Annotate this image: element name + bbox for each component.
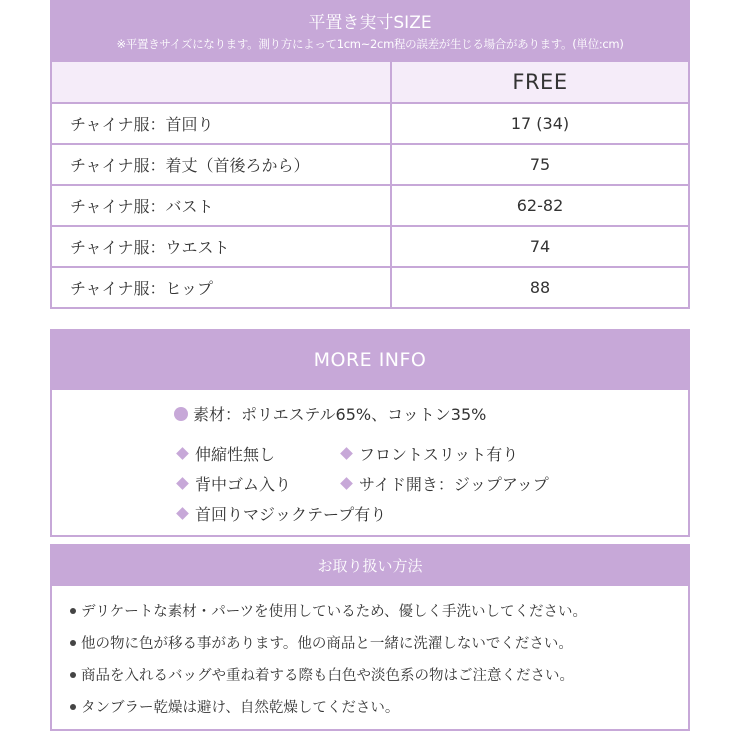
feature-item bbox=[174, 472, 291, 495]
row-value: 17 (34) bbox=[391, 103, 689, 144]
list-item bbox=[70, 632, 573, 653]
care-text: 他の物に色が移る事があります。他の商品と一緒に洗濯しないでください。 bbox=[81, 636, 573, 652]
more-info-title: MORE INFO bbox=[52, 331, 688, 390]
more-info-section bbox=[50, 329, 690, 537]
feature-item bbox=[174, 502, 386, 525]
row-label: チャイナ服：ヒップ bbox=[51, 267, 391, 308]
size-table-corner-cell bbox=[51, 61, 391, 103]
list-item bbox=[70, 696, 399, 717]
row-value: 88 bbox=[391, 267, 689, 308]
size-header bbox=[50, 0, 690, 60]
care-text: デリケートな素材・パーツを使用しているため、優しく手洗いしてください。 bbox=[81, 604, 588, 620]
bullet-dot-icon bbox=[70, 640, 76, 646]
bullet-dot-icon bbox=[70, 704, 76, 710]
list-item bbox=[70, 600, 587, 621]
feature-item bbox=[338, 442, 518, 465]
feature-text: 首回りマジックテープ有り bbox=[195, 505, 387, 524]
care-section bbox=[50, 544, 690, 731]
diamond-bullet-icon bbox=[340, 477, 353, 490]
row-value: 62-82 bbox=[391, 185, 689, 226]
care-title: お取り扱い方法 bbox=[52, 546, 688, 586]
circle-bullet-icon bbox=[174, 407, 188, 421]
diamond-bullet-icon bbox=[176, 447, 189, 460]
feature-text: 伸縮性無し bbox=[195, 445, 276, 464]
diamond-bullet-icon bbox=[176, 477, 189, 490]
row-value: 74 bbox=[391, 226, 689, 267]
table-row bbox=[51, 267, 689, 308]
material-text: 素材：ポリエステル65%、コットン35% bbox=[193, 405, 487, 424]
size-section bbox=[50, 0, 690, 309]
diamond-bullet-icon bbox=[176, 507, 189, 520]
list-item bbox=[70, 664, 574, 685]
bullet-dot-icon bbox=[70, 672, 76, 678]
feature-text: フロントスリット有り bbox=[359, 445, 519, 464]
table-row bbox=[51, 185, 689, 226]
row-value: 75 bbox=[391, 144, 689, 185]
row-label: チャイナ服：着丈（首後ろから） bbox=[51, 144, 391, 185]
feature-text: 背中ゴム入り bbox=[195, 475, 292, 494]
feature-text: サイド開き：ジップアップ bbox=[359, 475, 549, 494]
table-row bbox=[51, 226, 689, 267]
feature-item bbox=[174, 442, 275, 465]
size-title: 平置き実寸SIZE bbox=[308, 13, 432, 33]
table-row bbox=[51, 103, 689, 144]
diamond-bullet-icon bbox=[340, 447, 353, 460]
size-note: ※平置きサイズになります。測り方によって1cm~2cm程の誤差が生じる場合があります。(単位:cm) bbox=[116, 37, 624, 51]
row-label: チャイナ服：ウエスト bbox=[51, 226, 391, 267]
care-text: タンブラー乾燥は避け、自然乾燥してください。 bbox=[81, 700, 400, 716]
row-label: チャイナ服：首回り bbox=[51, 103, 391, 144]
material-line bbox=[174, 402, 486, 425]
size-column-header: FREE bbox=[391, 61, 689, 103]
size-table-header-row bbox=[51, 61, 689, 103]
feature-item bbox=[338, 472, 549, 495]
size-table bbox=[50, 60, 690, 309]
table-row bbox=[51, 144, 689, 185]
row-label: チャイナ服：バスト bbox=[51, 185, 391, 226]
care-text: 商品を入れるバッグや重ね着する際も白色や淡色系の物はご注意ください。 bbox=[81, 668, 574, 684]
bullet-dot-icon bbox=[70, 608, 76, 614]
